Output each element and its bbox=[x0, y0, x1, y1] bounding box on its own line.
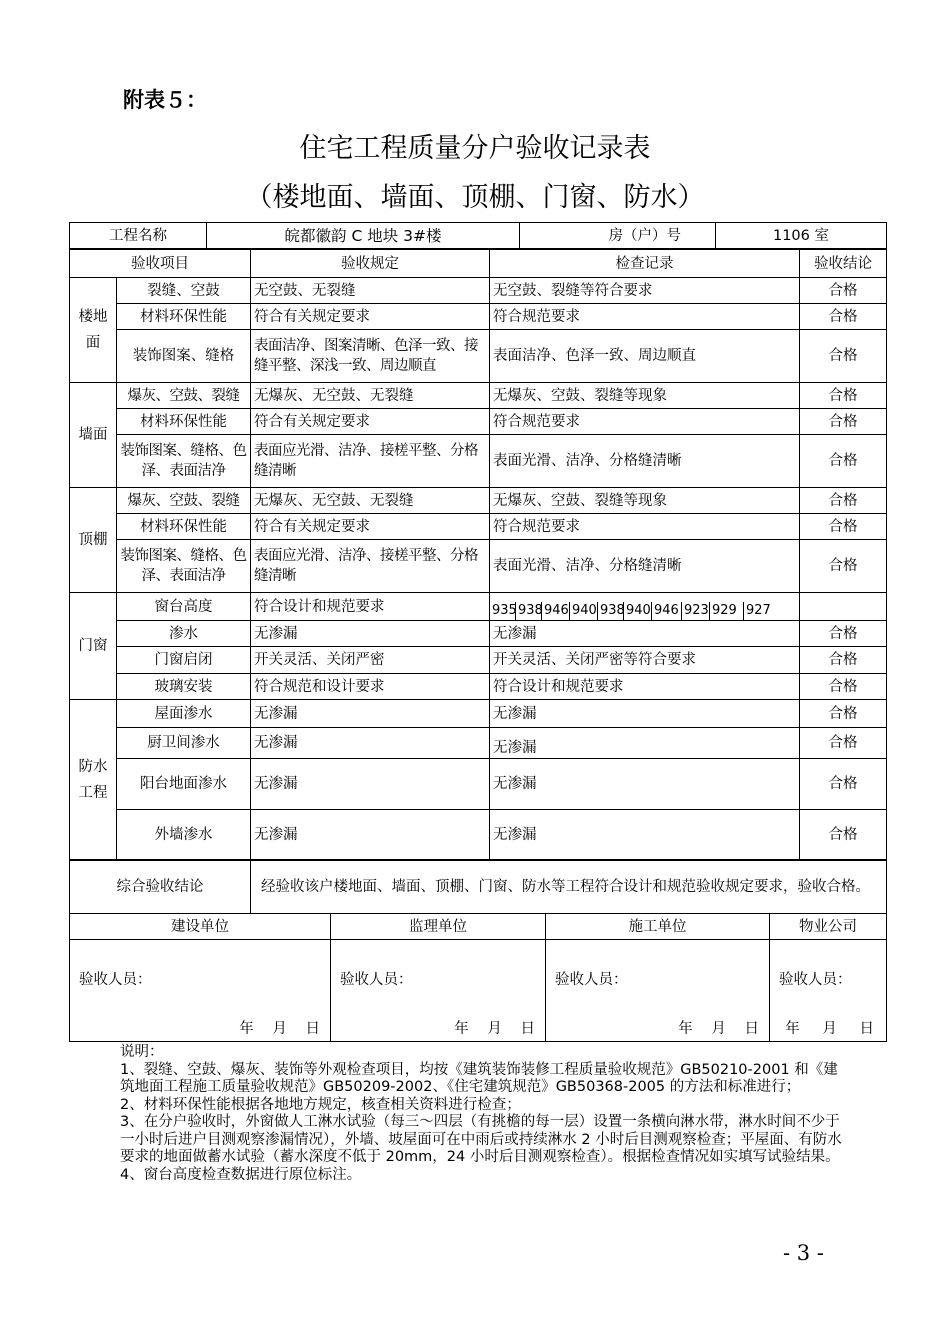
item-cell: 阳台地面渗水 bbox=[117, 759, 251, 810]
signature-box-contractor bbox=[546, 940, 770, 1042]
table-row bbox=[70, 728, 887, 759]
item-cell: 装饰图案、缝格 bbox=[117, 330, 251, 383]
item-cell: 材料环保性能 bbox=[117, 304, 251, 330]
note-item: 4、窗台高度检查数据进行原位标注。 bbox=[120, 1166, 362, 1183]
signature-box-owner bbox=[70, 940, 331, 1042]
result-cell bbox=[800, 593, 887, 621]
inspector-label: 验收人员： bbox=[79, 972, 152, 988]
signature-box-supervisor bbox=[331, 940, 546, 1042]
annex-label: 附表５： bbox=[123, 88, 207, 112]
table-row bbox=[70, 435, 887, 488]
result-cell: 合格 bbox=[800, 409, 887, 435]
note-item: 2、材料环保性能根据各地地方规定，核查相关资料进行检查； bbox=[120, 1096, 521, 1113]
table-row bbox=[70, 621, 887, 647]
sill-height-value: 923 bbox=[684, 603, 709, 618]
category-waterproof: 防水工程 bbox=[70, 700, 117, 860]
result-cell: 合格 bbox=[800, 383, 887, 409]
category-window: 门窗 bbox=[70, 593, 117, 700]
record-cell: 无爆灰、空鼓、裂缝等现象 bbox=[490, 488, 800, 514]
page-number: - 3 - bbox=[783, 1241, 824, 1265]
result-cell: 合格 bbox=[800, 810, 887, 860]
room-number-value: 1106 室 bbox=[716, 223, 887, 249]
record-cell: 开关灵活、关闭严密等符合要求 bbox=[490, 647, 800, 674]
item-cell: 渗水 bbox=[117, 621, 251, 647]
item-cell: 装饰图案、缝格、色泽、表面洁净 bbox=[117, 435, 251, 488]
table-row bbox=[70, 383, 887, 409]
record-cell: 符合规范要求 bbox=[490, 514, 800, 540]
sill-height-value: 940 bbox=[626, 603, 651, 618]
unit-owner: 建设单位 bbox=[70, 914, 331, 940]
unit-property: 物业公司 bbox=[770, 914, 887, 940]
table-row bbox=[70, 647, 887, 674]
spec-cell: 表面应光滑、洁净、接槎平整、分格缝清晰 bbox=[251, 540, 490, 593]
spec-cell: 无渗漏 bbox=[251, 621, 490, 647]
result-cell: 合格 bbox=[800, 304, 887, 330]
spec-cell: 无爆灰、无空鼓、无裂缝 bbox=[251, 383, 490, 409]
summary-table bbox=[69, 860, 887, 914]
header-table bbox=[69, 222, 887, 249]
item-cell: 窗台高度 bbox=[117, 593, 251, 621]
category-floor: 楼地面 bbox=[70, 278, 117, 383]
project-name-label: 工程名称 bbox=[70, 223, 207, 249]
item-cell: 装饰图案、缝格、色泽、表面洁净 bbox=[117, 540, 251, 593]
result-cell: 合格 bbox=[800, 759, 887, 810]
date-line: 年 月 日 bbox=[454, 1021, 535, 1037]
notes-block bbox=[120, 1044, 850, 1184]
item-cell: 材料环保性能 bbox=[117, 514, 251, 540]
record-cell: 表面光滑、洁净、分格缝清晰 bbox=[490, 540, 800, 593]
spec-cell: 开关灵活、关闭严密 bbox=[251, 647, 490, 674]
table-row bbox=[70, 759, 887, 810]
project-name-value: 皖都徽韵 C 地块 3#楼 bbox=[207, 223, 520, 249]
result-cell: 合格 bbox=[800, 514, 887, 540]
page-title: 住宅工程质量分户验收记录表 bbox=[299, 133, 651, 164]
table-row bbox=[70, 304, 887, 330]
spec-cell: 表面洁净、图案清晰、色泽一致、接缝平整、深浅一致、周边顺直 bbox=[251, 330, 490, 383]
summary-text: 经验收该户楼地面、墙面、顶棚、门窗、防水等工程符合设计和规范验收规定要求，验收合格。 bbox=[251, 861, 887, 914]
item-cell: 裂缝、空鼓 bbox=[117, 278, 251, 304]
spec-cell: 符合有关规定要求 bbox=[251, 304, 490, 330]
record-cell: 符合规范要求 bbox=[490, 304, 800, 330]
item-cell: 厨卫间渗水 bbox=[117, 728, 251, 759]
summary-label: 综合验收结论 bbox=[70, 861, 251, 914]
result-cell: 合格 bbox=[800, 647, 887, 674]
record-cell: 表面光滑、洁净、分格缝清晰 bbox=[490, 435, 800, 488]
note-item: 3、在分户验收时，外窗做人工淋水试验（每三～四层（有挑檐的每一层）设置一条横向淋水带，淋水时间不少于一小时后进户目测观察渗漏情况），外墙、坡屋面可在中雨后或持续淋水 2 小时后目测观察检查；平屋面、有防水要求的地面做蓄水试验（蓄水深度不低于 20mm，24 小时后目测观察检查）。根据检查情况如实填写试验结果。 bbox=[120, 1114, 842, 1165]
result-cell: 合格 bbox=[800, 330, 887, 383]
record-cell: 符合设计和规范要求 bbox=[490, 674, 800, 700]
room-number-label: 房（户）号 bbox=[606, 223, 716, 249]
record-cell: 无爆灰、空鼓、裂缝等现象 bbox=[490, 383, 800, 409]
table-row bbox=[70, 540, 887, 593]
item-cell: 材料环保性能 bbox=[117, 409, 251, 435]
spec-cell: 无爆灰、无空鼓、无裂缝 bbox=[251, 488, 490, 514]
spec-cell: 符合规范和设计要求 bbox=[251, 674, 490, 700]
signoff-table bbox=[69, 913, 887, 1042]
sill-height-value: 927 bbox=[746, 603, 771, 618]
result-cell: 合格 bbox=[800, 700, 887, 728]
signature-box-property bbox=[770, 940, 887, 1042]
inspector-label: 验收人员： bbox=[779, 972, 852, 988]
sill-height-value: 938 bbox=[600, 603, 625, 618]
table-row bbox=[70, 330, 887, 383]
item-cell: 屋面渗水 bbox=[117, 700, 251, 728]
record-cell: 符合规范要求 bbox=[490, 409, 800, 435]
result-cell: 合格 bbox=[800, 435, 887, 488]
item-cell: 门窗启闭 bbox=[117, 647, 251, 674]
spec-cell: 符合有关规定要求 bbox=[251, 409, 490, 435]
table-row bbox=[70, 409, 887, 435]
record-cell: 表面洁净、色泽一致、周边顺直 bbox=[490, 330, 800, 383]
note-item: 1、裂缝、空鼓、爆灰、装饰等外观检查项目，均按《建筑装饰装修工程质量验收规范》GB50210-2001 和《建筑地面工程施工质量验收规范》GB50209-2002、《住宅建筑规范》GB50368-2005 的方法和标准进行； bbox=[120, 1061, 838, 1095]
result-cell: 合格 bbox=[800, 278, 887, 304]
spec-cell: 无渗漏 bbox=[251, 728, 490, 759]
page-subtitle: （楼地面、墙面、顶棚、门窗、防水） bbox=[245, 182, 705, 213]
sill-height-value: 929 bbox=[710, 602, 744, 620]
result-cell: 合格 bbox=[800, 621, 887, 647]
item-cell: 爆灰、空鼓、裂缝 bbox=[117, 488, 251, 514]
spec-cell: 符合有关规定要求 bbox=[251, 514, 490, 540]
sill-height-value: 938 bbox=[518, 603, 543, 618]
date-line: 年 月 日 bbox=[785, 1021, 874, 1037]
category-ceiling: 顶棚 bbox=[70, 488, 117, 593]
result-cell: 合格 bbox=[800, 728, 887, 759]
result-cell: 合格 bbox=[800, 540, 887, 593]
item-cell: 玻璃安装 bbox=[117, 674, 251, 700]
spec-cell: 无空鼓、无裂缝 bbox=[251, 278, 490, 304]
record-cell: 无渗漏 bbox=[490, 700, 800, 728]
inspector-label: 验收人员： bbox=[555, 972, 628, 988]
table-row bbox=[70, 700, 887, 728]
record-cell: 无渗漏 bbox=[490, 621, 800, 647]
record-cell: 无渗漏 bbox=[490, 810, 800, 860]
sill-height-measurements bbox=[490, 593, 800, 621]
sill-height-value: 935 bbox=[492, 603, 517, 618]
result-cell: 合格 bbox=[800, 488, 887, 514]
col-spec: 验收规定 bbox=[251, 250, 490, 278]
sill-height-value: 946 bbox=[544, 603, 569, 618]
spec-cell: 无渗漏 bbox=[251, 700, 490, 728]
record-cell: 无空鼓、裂缝等符合要求 bbox=[490, 278, 800, 304]
table-row bbox=[70, 278, 887, 304]
unit-supervisor: 监理单位 bbox=[331, 914, 546, 940]
record-cell: 无渗漏 bbox=[490, 759, 800, 810]
col-item: 验收项目 bbox=[70, 250, 251, 278]
record-cell: 无渗漏 bbox=[490, 728, 800, 759]
table-row bbox=[70, 593, 887, 621]
item-cell: 外墙渗水 bbox=[117, 810, 251, 860]
spec-cell: 无渗漏 bbox=[251, 810, 490, 860]
unit-contractor: 施工单位 bbox=[546, 914, 770, 940]
table-row bbox=[70, 488, 887, 514]
table-row bbox=[70, 514, 887, 540]
spec-cell: 无渗漏 bbox=[251, 759, 490, 810]
inspection-table bbox=[69, 249, 887, 860]
spec-cell: 符合设计和规范要求 bbox=[251, 593, 490, 621]
item-cell: 爆灰、空鼓、裂缝 bbox=[117, 383, 251, 409]
date-line: 年 月 日 bbox=[239, 1021, 320, 1037]
category-wall: 墙面 bbox=[70, 383, 117, 488]
sill-height-value: 946 bbox=[652, 602, 682, 620]
result-cell: 合格 bbox=[800, 674, 887, 700]
col-record: 检查记录 bbox=[490, 250, 800, 278]
column-header-row bbox=[70, 250, 887, 278]
notes-heading: 说明： bbox=[120, 1044, 164, 1060]
date-line: 年 月 日 bbox=[678, 1021, 759, 1037]
col-result: 验收结论 bbox=[800, 250, 887, 278]
spec-cell: 表面应光滑、洁净、接槎平整、分格缝清晰 bbox=[251, 435, 490, 488]
table-row bbox=[70, 810, 887, 860]
sill-height-value: 940 bbox=[572, 603, 597, 618]
table-row bbox=[70, 674, 887, 700]
inspector-label: 验收人员： bbox=[340, 972, 413, 988]
